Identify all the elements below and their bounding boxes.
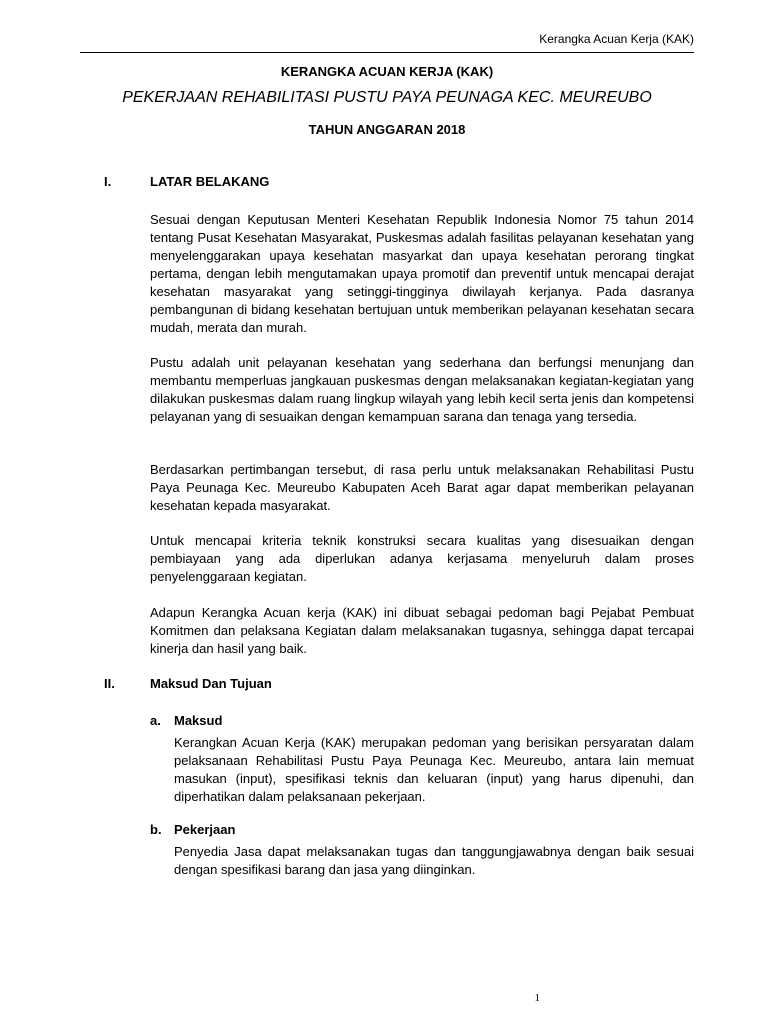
subsection-heading-pekerjaan (150, 821, 235, 839)
section-title: LATAR BELAKANG (150, 174, 270, 189)
section-number: II. (104, 676, 115, 691)
paragraph: Untuk mencapai kriteria teknik konstruksi secara kualitas yang disesuaikan dengan pembiayaan yang ada diperlukan adanya kerjasama menyeluruh dalam proses penyelenggaraan kegiatan. (150, 533, 694, 584)
paragraph: Adapun Kerangka Acuan kerja (KAK) ini dibuat sebagai pedoman bagi Pejabat Pembuat Komitmen dan pelaksana Kegiatan dalam melaksanakan tugasnya, sehingga dapat tercapai kinerja dan hasil yang baik. (150, 605, 694, 656)
subsection-heading-maksud (150, 712, 222, 730)
running-title: Kerangka Acuan Kerja (KAK) (539, 32, 694, 46)
page-number: 1 (534, 992, 540, 1004)
paragraph: Penyedia Jasa dapat melaksanakan tugas dan tanggungjawabnya dengan baik sesuai dengan spesifikasi barang dan jasa yang diinginkan. (174, 844, 694, 877)
paragraph: Pustu adalah unit pelayanan kesehatan yang sederhana dan berfungsi menunjang dan membantu memperluas jangkauan puskesmas dengan melaksanakan kegiatan-kegiatan yang dilakukan puskesmas dalam ruang lingkup wilayah yang lebih kecil serta jenis dan kompetensi pelayanan yang di sesuaikan dengan kemampuan sarana dan tenaga yang tersedia. (150, 355, 694, 424)
document-title: KERANGKA ACUAN KERJA (KAK) (280, 64, 494, 79)
paragraph: Kerangkan Acuan Kerja (KAK) merupakan pedoman yang berisikan persyaratan dalam pelaksanaan Rehabilitasi Pustu Paya Peunaga Kec. Meureubo, antara lain memuat masukan (input), spesifikasi teknis dan keluaran (input) yang harus dipenuhi, dan diperhatikan dalam pelaksanaan pekerjaan. (174, 735, 694, 804)
paragraph: Sesuai dengan Keputusan Menteri Kesehatan Republik Indonesia Nomor 75 tahun 2014 tentang Pusat Kesehatan Masyarakat, Puskesmas adalah fasilitas pelayanan kesehatan yang menyelenggarakan upaya kesehatan masyarkat dan upaya kesehatan perorang tingkat pertama, dengan lebih mengutamakan upaya promotif dan preventif untuk mencapai derajat kesehatan masyarakat yang setinggi-tingginya diwilayah kerjanya. Pada dasranya pembangunan di bidang kesehatan bertujuan untuk memberikan pelayanan kesehatan secara mudah, merata dan murah. (150, 212, 694, 335)
section-number: I. (104, 174, 112, 189)
page-header (80, 32, 694, 53)
section-heading-maksud-dan-tujuan (104, 675, 272, 693)
title-block (80, 62, 694, 140)
document-subtitle: PEKERJAAN REHABILITASI PUSTU PAYA PEUNAGA KEC. MEUREUBO (122, 89, 652, 106)
fiscal-year: TAHUN ANGGARAN 2018 (308, 122, 466, 137)
section-heading-latar-belakang (104, 173, 269, 191)
section-title: Maksud Dan Tujuan (150, 676, 272, 691)
subsection-letter: a. (150, 713, 161, 728)
subsection-title: Pekerjaan (174, 822, 236, 837)
subsection-title: Maksud (174, 713, 223, 728)
paragraph: Berdasarkan pertimbangan tersebut, di rasa perlu untuk melaksanakan Rehabilitasi Pustu Paya Peunaga Kec. Meureubo Kabupaten Aceh Barat agar dapat memberikan pelayanan kesehatan kepada masyarakat. (150, 462, 694, 513)
subsection-letter: b. (150, 822, 162, 837)
